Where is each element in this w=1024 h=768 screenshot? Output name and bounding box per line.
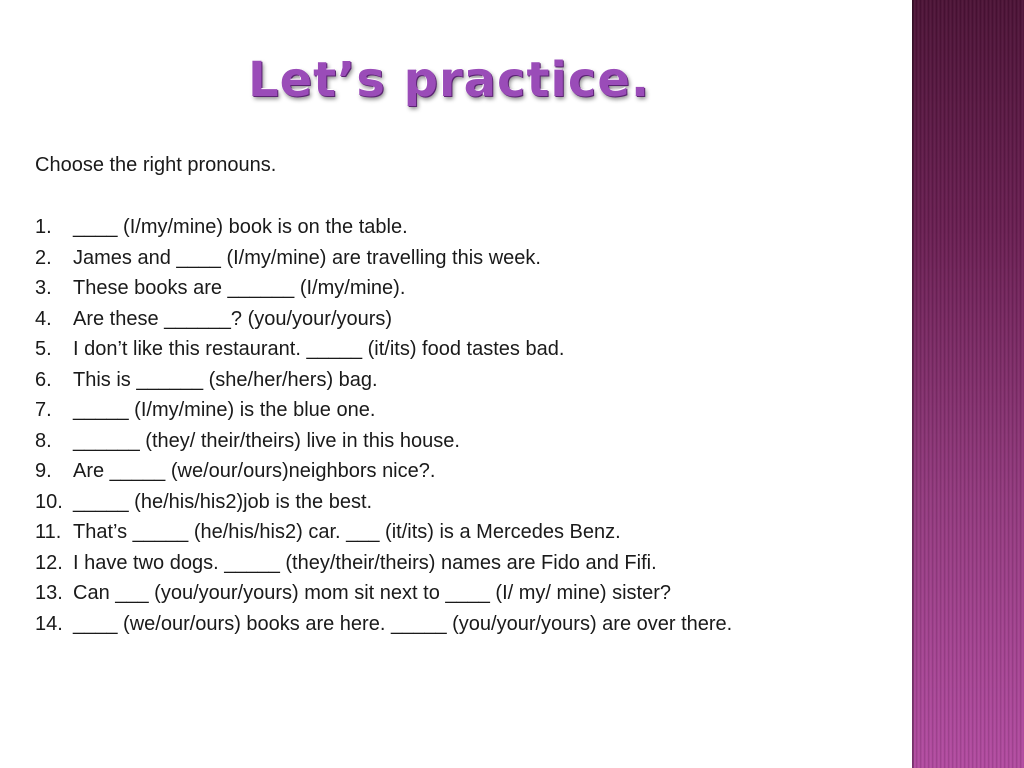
item-number: 11. (35, 521, 62, 543)
list-item (35, 304, 920, 335)
item-number: 5. (35, 338, 52, 360)
item-text: These books are ______ (I/my/mine). (73, 277, 406, 299)
item-text: ______ (they/ their/theirs) live in this house. (73, 429, 460, 452)
exercise-list (35, 212, 920, 639)
list-item (35, 426, 920, 457)
list-item (35, 273, 920, 304)
item-number: 12. (35, 551, 63, 574)
item-number: 13. (35, 582, 63, 604)
list-item (35, 609, 920, 640)
item-number: 2. (35, 246, 52, 269)
list-item (35, 212, 920, 243)
item-text: This is ______ (she/her/hers) bag. (73, 368, 378, 391)
list-item (35, 548, 920, 579)
item-text: That’s _____ (he/his/his2) car. ___ (it/its) is a Mercedes Benz. (73, 521, 621, 543)
list-item (35, 517, 920, 548)
decorative-side-band (912, 0, 1024, 768)
item-text: I don’t like this restaurant. _____ (it/its) food tastes bad. (73, 338, 565, 360)
item-number: 10. (35, 490, 63, 513)
list-item (35, 487, 920, 518)
item-number: 1. (35, 216, 52, 238)
item-text: James and ____ (I/my/mine) are travelling this week. (73, 246, 541, 269)
item-number: 6. (35, 368, 52, 391)
item-number: 4. (35, 307, 52, 330)
item-text: _____ (I/my/mine) is the blue one. (73, 399, 376, 421)
list-item (35, 334, 920, 365)
item-text: I have two dogs. _____ (they/their/theirs) names are Fido and Fifi. (73, 551, 657, 574)
item-number: 14. (35, 612, 63, 635)
list-item (35, 395, 920, 426)
item-number: 3. (35, 277, 52, 299)
list-item (35, 243, 920, 274)
slide-title: Let’s practice. (248, 52, 651, 108)
instruction-text: Choose the right pronouns. (35, 154, 277, 176)
item-text: ____ (we/our/ours) books are here. _____ (you/your/yours) are over there. (73, 612, 733, 635)
list-item (35, 578, 920, 609)
list-item (35, 365, 920, 396)
item-text: ____ (I/my/mine) book is on the table. (73, 216, 408, 238)
item-text: Can ___ (you/your/yours) mom sit next to ____ (I/ my/ mine) sister? (73, 582, 671, 604)
item-number: 7. (35, 399, 52, 421)
item-text: Are _____ (we/our/ours)neighbors nice?. (73, 460, 436, 482)
list-item (35, 456, 920, 487)
item-text: _____ (he/his/his2)job is the best. (73, 490, 373, 513)
item-number: 8. (35, 429, 52, 452)
item-text: Are these ______? (you/your/yours) (73, 307, 393, 330)
item-number: 9. (35, 460, 52, 482)
